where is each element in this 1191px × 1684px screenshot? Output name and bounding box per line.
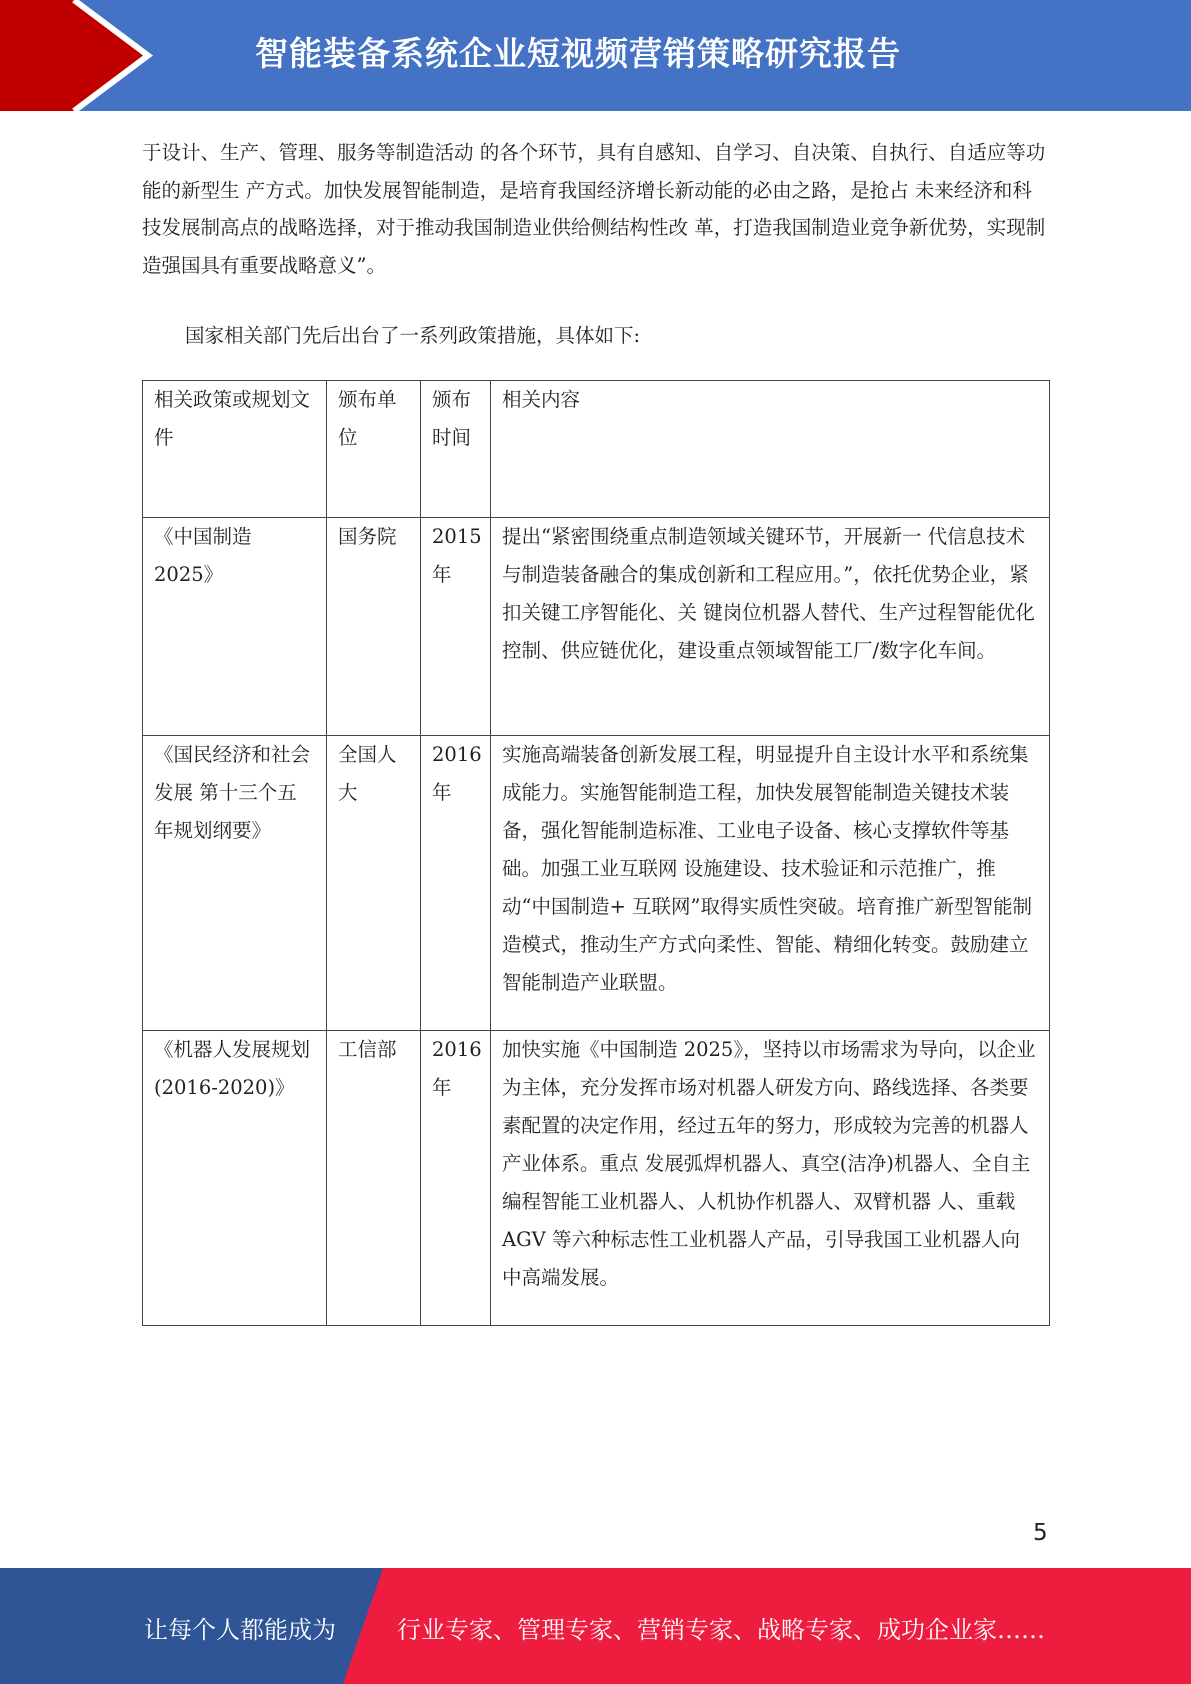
policy-content: 加快实施《中国制造 2025》，坚持以市场需求为导向，以企业为主体，充分发挥市场对机器人研发方向、路线选择、各类要素配置的决定作用，经过五年的努力，形成较为完善的机器人产业体系。重点 发展弧焊机器人、真空(洁净)机器人、全自主编程智能工业机器人、人机协作机器人、双臂机器 人、重载 AGV 等六种标志性工业机器人产品，引导我国工业机器人向中高端发展。 — [491, 1031, 1050, 1326]
table-row — [143, 736, 1050, 1031]
policy-document: 《中国制造 2025》 — [143, 518, 327, 736]
policy-issuer: 工信部 — [327, 1031, 421, 1326]
policy-content: 提出“紧密围绕重点制造领域关键环节，开展新一 代信息技术与制造装备融合的集成创新和工程应用。”，依托优势企业，紧扣关键工序智能化、关 键岗位机器人替代、生产过程智能优化控制、供应链优化，建设重点领域智能工厂/数字化车间。 — [491, 518, 1050, 736]
column-header-year: 颁布时间 — [421, 381, 491, 518]
footer-slogan-left: 让每个人都能成为 — [144, 1616, 336, 1644]
report-title: 智能装备系统企业短视频营销策略研究报告 — [255, 34, 901, 73]
table-header-row — [143, 381, 1050, 518]
table-row — [143, 518, 1050, 736]
policy-issuer: 国务院 — [327, 518, 421, 736]
policy-lead-sentence: 国家相关部门先后出台了一系列政策措施，具体如下: — [185, 324, 641, 347]
page-number: 5 — [1033, 1520, 1048, 1546]
report-footer — [0, 1568, 1191, 1684]
table-row — [143, 1031, 1050, 1326]
policy-document: 《机器人发展规划(2016-2020)》 — [143, 1031, 327, 1326]
policy-content: 实施高端装备创新发展工程，明显提升自主设计水平和系统集成能力。实施智能制造工程，加快发展智能制造关键技术装备，强化智能制造标准、工业电子设备、核心支撑软件等基础。加强工业互联网 设施建设、技术验证和示范推广，推动“中国制造+ 互联网”取得实质性突破。培育推广新型智能制造模式，推动生产方式向柔性、智能、精细化转变。鼓励建立智能制造产业联盟。 — [491, 736, 1050, 1031]
policy-year: 2016 年 — [421, 1031, 491, 1326]
policy-year: 2016 年 — [421, 736, 491, 1031]
policy-year: 2015 年 — [421, 518, 491, 736]
header-arrow-icon — [0, 0, 160, 111]
policy-document: 《国民经济和社会发展 第十三个五年规划纲要》 — [143, 736, 327, 1031]
policy-table — [142, 380, 1050, 1326]
footer-slogan-right: 行业专家、管理专家、营销专家、战略专家、成功企业家…… — [397, 1616, 1045, 1644]
report-header — [0, 0, 1191, 111]
policy-issuer: 全国人大 — [327, 736, 421, 1031]
intro-paragraph: 于设计、生产、管理、服务等制造活动 的各个环节，具有自感知、自学习、自决策、自执行、自适应等功能的新型生 产方式。加快发展智能制造，是培育我国经济增长新动能的必由之路，是抢占 未来经济和科技发展制高点的战略选择，对于推动我国制造业供给侧结构性改 革，打造我国制造业竞争新优势，实现制造强国具有重要战略意义”。 — [142, 141, 1046, 277]
column-header-issuer: 颁布单位 — [327, 381, 421, 518]
column-header-document: 相关政策或规划文件 — [143, 381, 327, 518]
column-header-content: 相关内容 — [491, 381, 1050, 518]
